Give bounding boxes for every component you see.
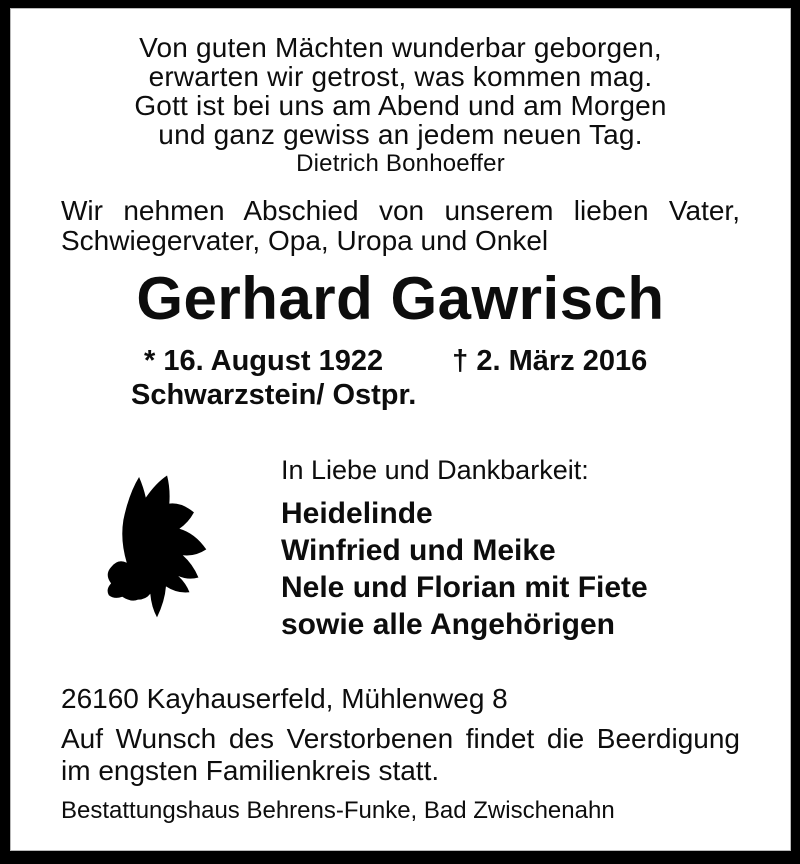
dove-icon: [101, 474, 213, 644]
life-dates: [61, 344, 740, 412]
opening-verse: [61, 33, 740, 177]
birthplace: Schwarzstein/ Ostpr.: [131, 379, 417, 411]
funeral-notice-line: Auf Wunsch des Verstorbenen findet die Beerdigung: [61, 723, 740, 754]
verse-line: erwarten wir getrost, was kommen mag.: [148, 61, 653, 92]
farewell-line: Schwiegervater, Opa, Uropa und Onkel: [61, 225, 549, 256]
verse-line: Gott ist bei uns am Abend und am Morgen: [134, 90, 667, 121]
mourner-line: Winfried und Meike: [281, 534, 556, 567]
verse-attribution: Dietrich Bonhoeffer: [296, 150, 505, 177]
mourner-line: Nele und Florian mit Fiete: [281, 571, 648, 604]
tribute-intro: In Liebe und Dankbarkeit:: [281, 455, 589, 485]
deceased-name: Gerhard Gawrisch: [136, 265, 665, 332]
dates-row: [144, 344, 740, 378]
mourners-list: [281, 495, 648, 643]
verse-line: und ganz gewiss an jedem neuen Tag.: [158, 119, 643, 150]
verse-line: Von guten Mächten wunderbar geborgen,: [139, 32, 662, 63]
funeral-notice-line: im engsten Familienkreis statt.: [61, 755, 440, 786]
tribute-section: [61, 455, 740, 644]
farewell-text: [61, 196, 740, 256]
funeral-home: Bestattungshaus Behrens-Funke, Bad Zwischenahn: [61, 797, 615, 824]
mourner-line: Heidelinde: [281, 497, 433, 530]
mourners-column: [281, 455, 648, 643]
family-address: 26160 Kayhauserfeld, Mühlenweg 8: [61, 683, 508, 714]
farewell-line: Wir nehmen Abschied von unserem lieben Vater,: [61, 195, 740, 226]
obituary-card: [10, 8, 791, 851]
mourner-line: sowie alle Angehörigen: [281, 608, 615, 641]
birth-date: * 16. August 1922: [144, 345, 384, 377]
funeral-notice: [61, 723, 740, 787]
death-date: † 2. März 2016: [452, 345, 648, 377]
